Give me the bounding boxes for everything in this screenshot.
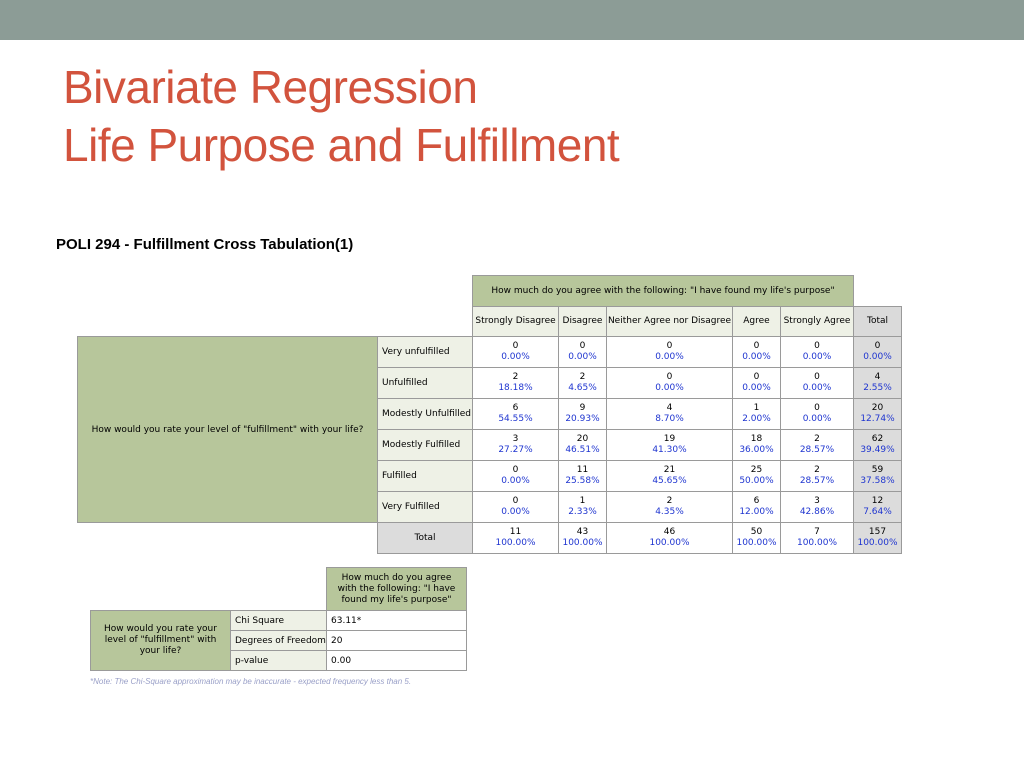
cell-percent: 0.00% bbox=[501, 507, 530, 517]
total-cell bbox=[473, 523, 559, 554]
total-row bbox=[78, 523, 902, 554]
cell-percent: 100.00% bbox=[649, 538, 690, 548]
cell-percent: 0.00% bbox=[501, 476, 530, 486]
cell-count: 6 bbox=[512, 403, 519, 413]
cell-percent: 4.35% bbox=[655, 507, 684, 517]
title-line-2: Life Purpose and Fulfillment bbox=[63, 119, 620, 171]
data-cell bbox=[607, 492, 733, 523]
cell-count: 6 bbox=[753, 496, 760, 506]
cell-count: 0 bbox=[814, 403, 820, 413]
data-cell bbox=[854, 492, 902, 523]
data-cell bbox=[854, 399, 902, 430]
chi-square-label: Chi Square bbox=[231, 611, 327, 631]
cell-percent: 7.64% bbox=[863, 507, 892, 517]
chi-square-value: 63.11* bbox=[327, 611, 467, 631]
data-cell bbox=[559, 337, 607, 368]
cell-count: 9 bbox=[579, 403, 586, 413]
cell-count: 0 bbox=[579, 341, 586, 351]
cell-count: 12 bbox=[871, 496, 884, 506]
cell-count: 0 bbox=[753, 341, 760, 351]
data-cell bbox=[733, 399, 781, 430]
column-header-total: Total bbox=[854, 306, 902, 337]
row-label: Very Fulfilled bbox=[378, 492, 473, 523]
cell-percent: 41.30% bbox=[652, 445, 687, 455]
cell-percent: 25.58% bbox=[565, 476, 600, 486]
cell-count: 1 bbox=[753, 403, 760, 413]
cell-percent: 0.00% bbox=[802, 414, 832, 424]
data-cell bbox=[781, 492, 854, 523]
data-cell bbox=[607, 461, 733, 492]
cell-percent: 2.33% bbox=[568, 507, 597, 517]
cell-count: 43 bbox=[576, 527, 589, 537]
data-cell bbox=[781, 337, 854, 368]
cell-percent: 0.00% bbox=[655, 352, 684, 362]
data-cell bbox=[781, 461, 854, 492]
data-cell bbox=[473, 430, 559, 461]
cell-percent: 0.00% bbox=[863, 352, 892, 362]
cell-percent: 28.57% bbox=[799, 476, 835, 486]
data-cell bbox=[473, 368, 559, 399]
data-cell bbox=[781, 399, 854, 430]
cell-percent: 100.00% bbox=[562, 538, 603, 548]
cell-percent: 2.55% bbox=[863, 383, 892, 393]
crosstab-table bbox=[77, 275, 902, 554]
cell-percent: 18.18% bbox=[498, 383, 533, 393]
cell-percent: 0.00% bbox=[802, 352, 832, 362]
cell-percent: 46.51% bbox=[565, 445, 600, 455]
data-cell bbox=[559, 368, 607, 399]
cell-count: 46 bbox=[663, 527, 676, 537]
cell-count: 0 bbox=[814, 341, 820, 351]
p-value-value: 0.00 bbox=[327, 651, 467, 671]
cell-count: 18 bbox=[750, 434, 763, 444]
data-cell bbox=[607, 399, 733, 430]
cell-percent: 28.57% bbox=[799, 445, 835, 455]
data-cell bbox=[854, 337, 902, 368]
data-cell bbox=[781, 368, 854, 399]
cell-percent: 2.00% bbox=[742, 414, 771, 424]
cell-percent: 45.65% bbox=[652, 476, 687, 486]
chi-square-note: *Note: The Chi-Square approximation may be inaccurate - expected frequency less than 5. bbox=[90, 677, 412, 686]
data-cell bbox=[854, 461, 902, 492]
cell-count: 2 bbox=[814, 434, 820, 444]
cell-count: 2 bbox=[666, 496, 673, 506]
cell-percent: 0.00% bbox=[802, 383, 832, 393]
cell-percent: 0.00% bbox=[655, 383, 684, 393]
cell-count: 1 bbox=[579, 496, 586, 506]
cell-count: 0 bbox=[814, 372, 820, 382]
total-label: Total bbox=[378, 523, 473, 554]
row-label: Fulfilled bbox=[378, 461, 473, 492]
cell-percent: 20.93% bbox=[565, 414, 600, 424]
cell-count: 157 bbox=[868, 527, 887, 537]
data-cell bbox=[733, 492, 781, 523]
cell-count: 7 bbox=[814, 527, 820, 537]
cell-count: 0 bbox=[512, 465, 519, 475]
cell-percent: 0.00% bbox=[742, 352, 771, 362]
cell-count: 3 bbox=[512, 434, 519, 444]
total-cell bbox=[733, 523, 781, 554]
data-cell bbox=[473, 461, 559, 492]
row-label: Unfulfilled bbox=[378, 368, 473, 399]
column-header: Strongly Disagree bbox=[473, 306, 559, 337]
cell-count: 4 bbox=[874, 372, 881, 382]
column-header: Disagree bbox=[559, 306, 607, 337]
data-cell bbox=[559, 461, 607, 492]
cell-count: 50 bbox=[750, 527, 763, 537]
cell-count: 0 bbox=[874, 341, 881, 351]
top-bar bbox=[0, 0, 1024, 40]
data-cell bbox=[854, 430, 902, 461]
data-cell bbox=[607, 368, 733, 399]
degrees-of-freedom-label: Degrees of Freedom bbox=[231, 631, 327, 651]
data-cell bbox=[733, 430, 781, 461]
cell-percent: 27.27% bbox=[498, 445, 533, 455]
column-header: Neither Agree nor Disagree bbox=[607, 306, 733, 337]
cell-percent: 4.65% bbox=[568, 383, 597, 393]
data-cell bbox=[733, 368, 781, 399]
cell-count: 62 bbox=[871, 434, 884, 444]
cell-count: 3 bbox=[814, 496, 820, 506]
p-value-label: p-value bbox=[231, 651, 327, 671]
column-header: Strongly Agree bbox=[781, 306, 854, 337]
row-label: Very unfulfilled bbox=[378, 337, 473, 368]
cell-percent: 39.49% bbox=[860, 445, 895, 455]
cell-percent: 8.70% bbox=[655, 414, 684, 424]
row-variable-header: How would you rate your level of "fulfillment" with your life? bbox=[78, 337, 378, 523]
column-header: Agree bbox=[733, 306, 781, 337]
cell-count: 0 bbox=[512, 341, 519, 351]
data-cell bbox=[559, 492, 607, 523]
table-row bbox=[78, 337, 902, 368]
cell-percent: 12.74% bbox=[860, 414, 895, 424]
cell-count: 20 bbox=[871, 403, 884, 413]
data-cell bbox=[473, 399, 559, 430]
cell-percent: 54.55% bbox=[498, 414, 533, 424]
cell-count: 0 bbox=[512, 496, 519, 506]
data-cell bbox=[733, 337, 781, 368]
cell-count: 2 bbox=[512, 372, 519, 382]
title-line-1: Bivariate Regression bbox=[63, 61, 478, 113]
total-cell bbox=[781, 523, 854, 554]
data-cell bbox=[559, 399, 607, 430]
cell-percent: 100.00% bbox=[736, 538, 777, 548]
cell-count: 19 bbox=[663, 434, 676, 444]
chi-square-table bbox=[90, 567, 467, 671]
cell-count: 0 bbox=[666, 341, 673, 351]
cell-percent: 37.58% bbox=[860, 476, 895, 486]
data-cell bbox=[781, 430, 854, 461]
cell-count: 59 bbox=[871, 465, 884, 475]
cell-percent: 12.00% bbox=[739, 507, 774, 517]
cell-count: 0 bbox=[666, 372, 673, 382]
total-cell bbox=[607, 523, 733, 554]
cell-count: 2 bbox=[579, 372, 586, 382]
cell-percent: 100.00% bbox=[796, 538, 838, 548]
table-subtitle: POLI 294 - Fulfillment Cross Tabulation(1) bbox=[56, 236, 354, 253]
chi-row-variable-header: How would you rate your level of "fulfillment" with your life? bbox=[91, 611, 231, 671]
cell-count: 25 bbox=[750, 465, 763, 475]
cell-count: 20 bbox=[576, 434, 589, 444]
chi-column-variable-header: How much do you agree with the following: "I have found my life's purpose" bbox=[327, 568, 467, 611]
slide-title bbox=[63, 58, 619, 174]
data-cell bbox=[559, 430, 607, 461]
cell-count: 21 bbox=[663, 465, 676, 475]
cell-percent: 42.86% bbox=[799, 507, 835, 517]
cell-count: 0 bbox=[753, 372, 760, 382]
cell-percent: 36.00% bbox=[739, 445, 774, 455]
data-cell bbox=[607, 430, 733, 461]
data-cell bbox=[733, 461, 781, 492]
cell-count: 2 bbox=[814, 465, 820, 475]
cell-percent: 0.00% bbox=[742, 383, 771, 393]
data-cell bbox=[854, 368, 902, 399]
row-label: Modestly Fulfilled bbox=[378, 430, 473, 461]
cell-count: 4 bbox=[666, 403, 673, 413]
cell-percent: 0.00% bbox=[501, 352, 530, 362]
row-label: Modestly Unfulfilled bbox=[378, 399, 473, 430]
cell-count: 11 bbox=[576, 465, 589, 475]
cell-percent: 100.00% bbox=[495, 538, 536, 548]
cell-count: 11 bbox=[509, 527, 522, 537]
cell-percent: 0.00% bbox=[568, 352, 597, 362]
cell-percent: 50.00% bbox=[739, 476, 774, 486]
cell-percent: 100.00% bbox=[857, 538, 898, 548]
data-cell bbox=[473, 492, 559, 523]
data-cell bbox=[473, 337, 559, 368]
total-cell bbox=[559, 523, 607, 554]
data-cell bbox=[607, 337, 733, 368]
total-cell bbox=[854, 523, 902, 554]
column-variable-header: How much do you agree with the following: "I have found my life's purpose" bbox=[473, 276, 854, 307]
degrees-of-freedom-value: 20 bbox=[327, 631, 467, 651]
